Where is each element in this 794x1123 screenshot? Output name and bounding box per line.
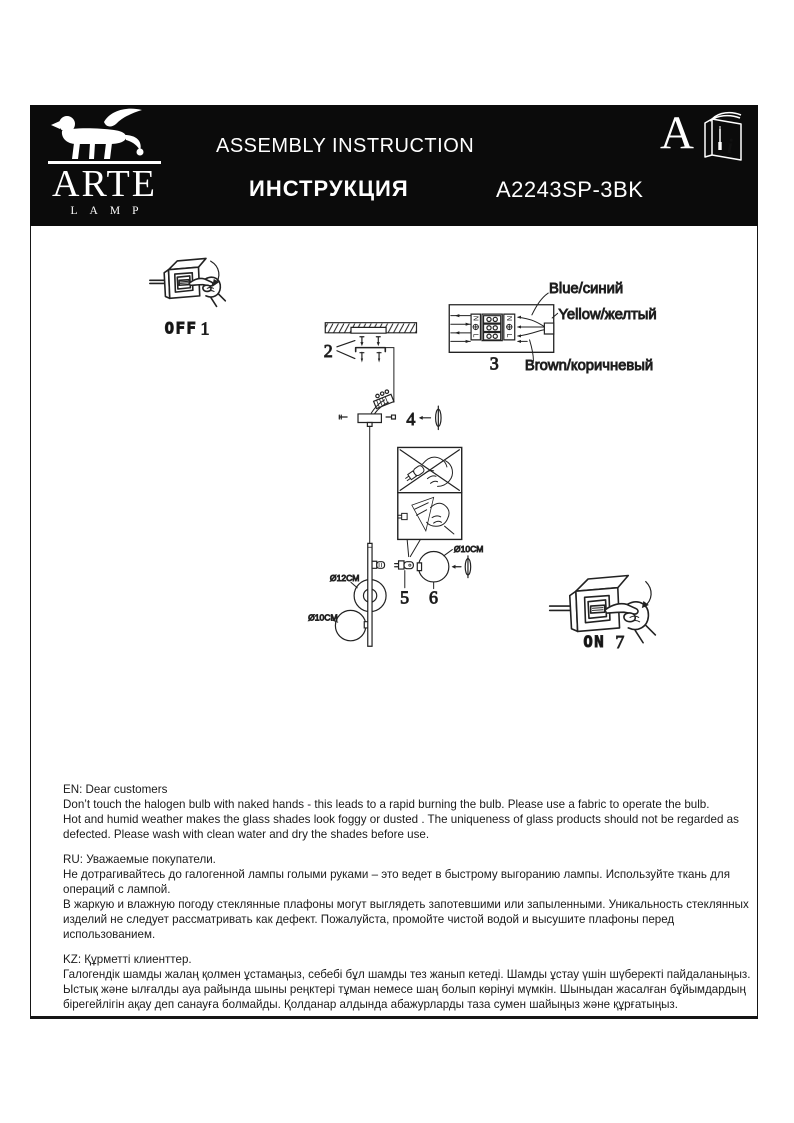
note-ru-line: использованием. (63, 928, 156, 941)
shade-diameter-label: Ø10CM (453, 543, 484, 554)
canopy-illustration (339, 406, 441, 429)
instruction-booklet-icon (697, 110, 743, 164)
corner-letter: A (660, 107, 694, 159)
bulb-warning-box (398, 447, 462, 556)
on-label: ON (583, 633, 606, 652)
note-kz-line: бірегейлігін ақау деп санауға болмайды. Қолданар алдында абажурларды таза сумен шайыңыз және құрғатыңыз. (63, 998, 678, 1011)
ceiling-illustration (325, 323, 416, 334)
step1-number: 1 (200, 318, 210, 339)
note-kz-line: Галогендік шамды жалаң қолмен ұстамаңыз, себебі бұл шамды тез жанып кетеді. Шамды ұстау үшін шүберекті пайдаланыңыз. (63, 968, 751, 981)
step7-number: 7 (615, 631, 625, 652)
step4-number: 4 (406, 408, 416, 429)
note-ru-line: В жаркую и влажную погоду стеклянные плафоны могут выглядеть запотевшими или запыленными. Уникальность стеклянных (63, 898, 749, 911)
note-kz-title: KZ: Құрметті клиенттер. (63, 953, 192, 966)
step6-number: 6 (428, 587, 438, 608)
step3-number: 3 (489, 353, 499, 374)
note-ru-line: операций с лампой. (63, 883, 171, 896)
wire-brown-label: Brown/коричневый (524, 358, 654, 375)
note-kz-line: Ыстық және ылғалды ауа райында шыны реңктері тұман немесе шаң болып көрінуі мүмкін. Шыныдан жасалған бұйымдардың (63, 983, 746, 996)
wire-yellow-label: Yellow/желтый (558, 306, 657, 323)
ring-diameter-label: Ø12CM (329, 572, 360, 583)
off-switch-illustration (150, 258, 225, 306)
note-ru-title: RU: Уважаемые покупатели. (63, 853, 216, 866)
off-label: OFF (164, 319, 198, 338)
booklet-info-letter: i (727, 134, 733, 158)
brand-subname: LAMP (70, 205, 151, 217)
bulb-part-illustration (395, 561, 414, 588)
terminal-n-right: N (504, 315, 512, 321)
note-en-line: Hot and humid weather makes the glass shades look foggy or dusted . The uniqueness of glass products should not be regarded as (63, 813, 739, 826)
winged-lion-icon (50, 107, 162, 163)
sphere-diameter-label: Ø10CM (308, 612, 338, 623)
note-en-line: Don’t touch the halogen bulb with naked hands - this leads to a rapid burning the bulb. Please use a fabric to operate the bulb. (63, 798, 710, 811)
step5-number: 5 (400, 587, 410, 608)
terminal-l-left: L (471, 333, 479, 338)
supply-wire (371, 348, 394, 414)
note-en-line: defected. Please wash with clean water and dry the shades before use. (63, 828, 430, 841)
mounting-bracket-illustration (337, 337, 385, 363)
wiring-diagram (449, 293, 557, 361)
model-number: A2243SP-3BK (496, 177, 644, 202)
pendant-lamp-illustration (329, 426, 387, 646)
terminal-n-left: N (471, 315, 479, 321)
customer-notes (63, 782, 753, 1012)
header-bar (30, 105, 758, 226)
note-ru-line: изделий не следует рассматривать как дефект. Пожалуйста, промойте чистой водой и высушите плафоны перед (63, 913, 675, 926)
terminal-l-right: L (504, 333, 512, 338)
title-assembly-instruction: ASSEMBLY INSTRUCTION (216, 135, 475, 157)
brand-name: ARTE (52, 163, 157, 205)
note-ru-line: Не дотрагивайтесь до галогенной лампы голыми руками – это ведет в быстрому выгоранию лампы. Используйте ткань для (63, 868, 730, 881)
step2-number: 2 (323, 340, 333, 361)
title-instrukcija: ИНСТРУКЦИЯ (249, 176, 409, 201)
note-en-title: EN: Dear customers (63, 783, 168, 796)
wire-blue-label: Blue/синий (549, 281, 624, 298)
shade-part-illustration (417, 550, 470, 589)
